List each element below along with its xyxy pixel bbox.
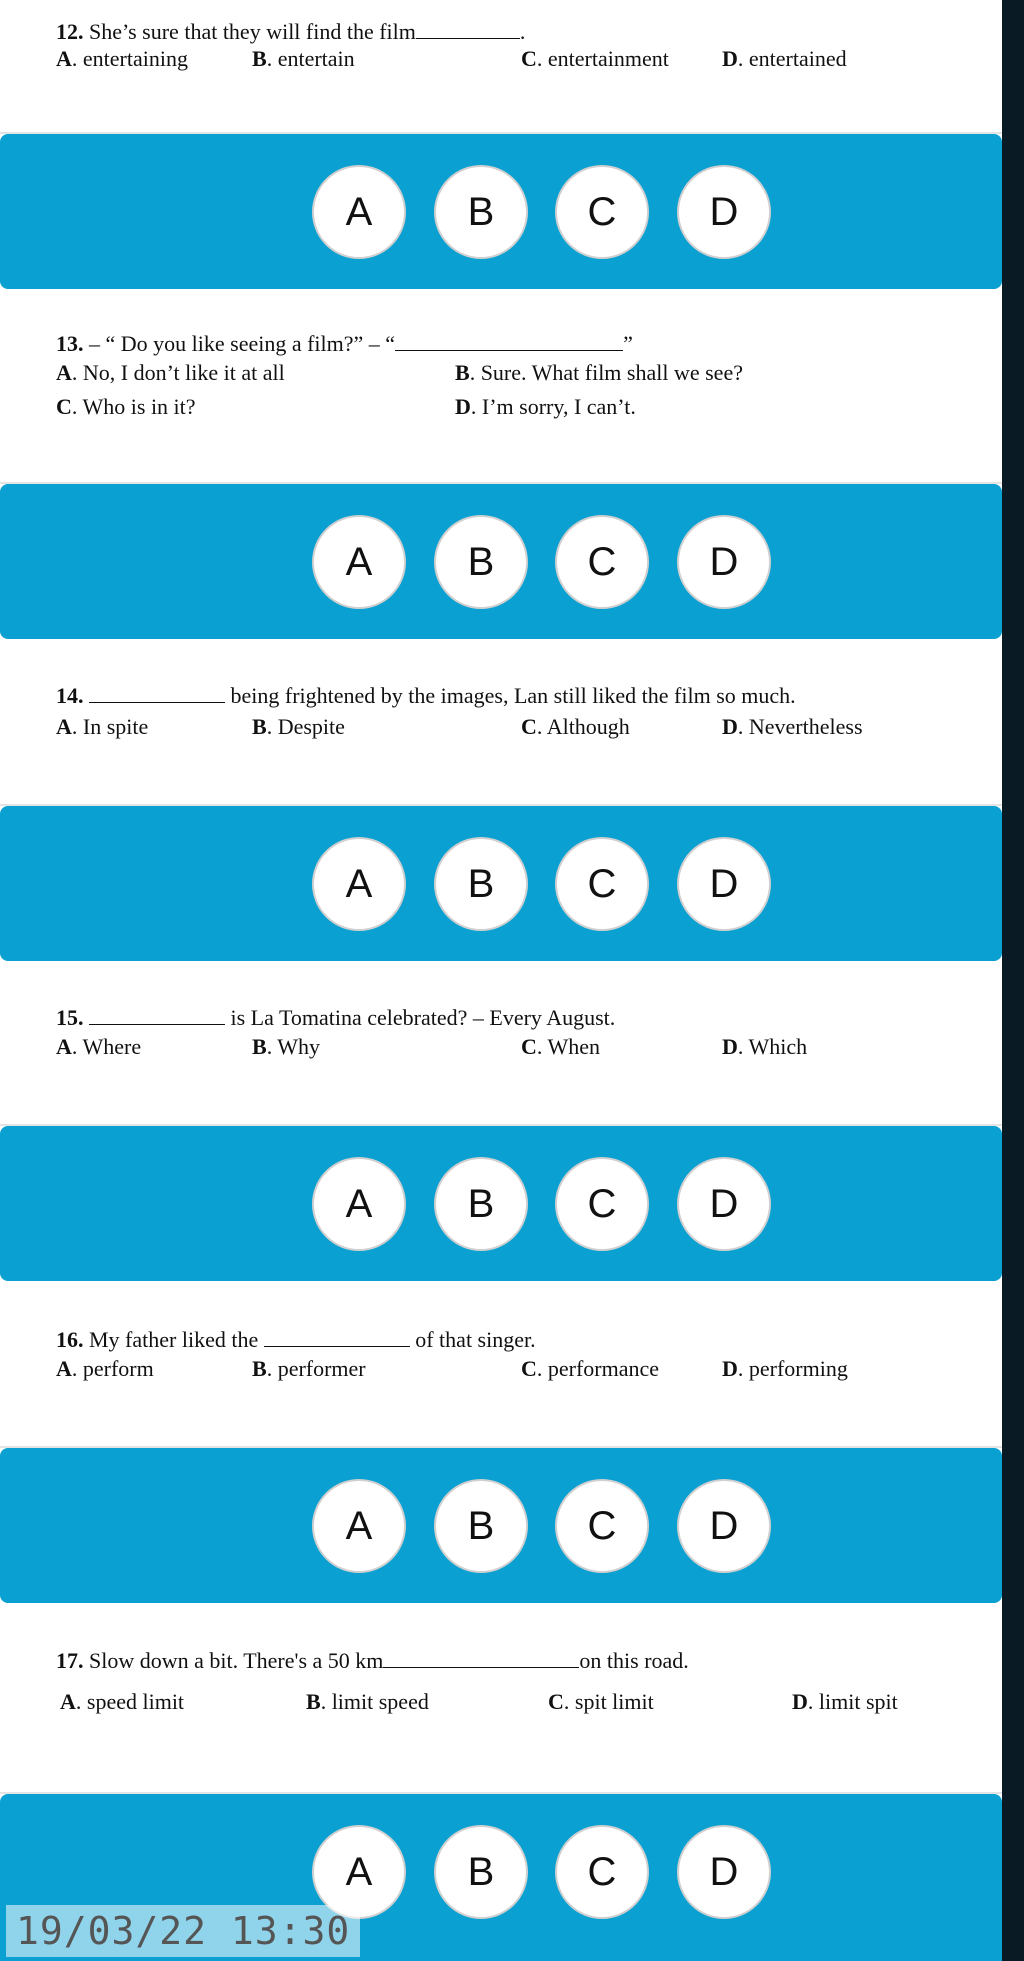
option-c: C. Who is in it? xyxy=(56,394,196,419)
answer-button-b[interactable]: B xyxy=(434,1479,528,1573)
question-card-12 xyxy=(0,0,1002,134)
answer-band-12 xyxy=(0,134,1002,289)
answer-button-b[interactable]: B xyxy=(434,1825,528,1919)
option-a: A. In spite xyxy=(56,714,149,739)
question-text: 16. My father liked the of that singer. xyxy=(56,1327,536,1352)
answer-button-d[interactable]: D xyxy=(677,515,771,609)
answer-band-14 xyxy=(0,806,1002,961)
answer-blank xyxy=(89,684,225,703)
answer-band-15 xyxy=(0,1126,1002,1281)
answer-button-d[interactable]: D xyxy=(677,1825,771,1919)
answer-blank xyxy=(416,20,520,39)
option-c: C. entertainment xyxy=(521,46,669,71)
answer-button-c[interactable]: C xyxy=(555,1479,649,1573)
option-a: A. perform xyxy=(56,1356,154,1381)
answer-button-b[interactable]: B xyxy=(434,1157,528,1251)
option-d: D. entertained xyxy=(722,46,847,71)
option-d: D. Nevertheless xyxy=(722,714,863,739)
answer-blank xyxy=(89,1006,225,1025)
answer-button-c[interactable]: C xyxy=(555,515,649,609)
answer-blank xyxy=(264,1328,410,1347)
answer-button-d[interactable]: D xyxy=(677,1157,771,1251)
question-card-14 xyxy=(0,654,1002,806)
question-card-15 xyxy=(0,976,1002,1126)
answer-button-c[interactable]: C xyxy=(555,165,649,259)
photo-timestamp: 19/03/22 13:30 xyxy=(6,1905,360,1957)
option-b: B. performer xyxy=(252,1356,366,1381)
answer-button-d[interactable]: D xyxy=(677,165,771,259)
option-b: B. limit speed xyxy=(306,1689,429,1714)
answer-button-b[interactable]: B xyxy=(434,165,528,259)
answer-button-a[interactable]: A xyxy=(312,1825,406,1919)
answer-button-b[interactable]: B xyxy=(434,515,528,609)
option-a: A. No, I don’t like it at all xyxy=(56,360,285,385)
answer-button-a[interactable]: A xyxy=(312,515,406,609)
answer-button-c[interactable]: C xyxy=(555,837,649,931)
option-b: B. entertain xyxy=(252,46,355,71)
option-a: A. Where xyxy=(56,1034,142,1059)
question-card-16 xyxy=(0,1296,1002,1448)
answer-band-13 xyxy=(0,484,1002,639)
option-c: C. Although xyxy=(521,714,630,739)
option-c: C. When xyxy=(521,1034,601,1059)
question-text: 13. – “ Do you like seeing a film?” – “ ” xyxy=(56,331,633,356)
answer-button-b[interactable]: B xyxy=(434,837,528,931)
option-b: B. Sure. What film shall we see? xyxy=(455,360,743,385)
answer-button-a[interactable]: A xyxy=(312,837,406,931)
option-d: D. I’m sorry, I can’t. xyxy=(455,394,636,419)
option-d: D. Which xyxy=(722,1034,808,1059)
answer-button-a[interactable]: A xyxy=(312,1479,406,1573)
option-a: A. speed limit xyxy=(60,1689,185,1714)
option-d: D. performing xyxy=(722,1356,848,1381)
answer-band-16 xyxy=(0,1448,1002,1603)
answer-button-a[interactable]: A xyxy=(312,1157,406,1251)
answer-blank xyxy=(395,332,623,351)
question-text: 14. being frightened by the images, Lan still liked the film so much. xyxy=(56,683,796,708)
option-c: C. performance xyxy=(521,1356,660,1381)
answer-blank xyxy=(383,1649,579,1668)
answer-button-d[interactable]: D xyxy=(677,1479,771,1573)
option-a: A. entertaining xyxy=(56,46,188,71)
question-text: 17. Slow down a bit. There's a 50 km on this road. xyxy=(56,1648,689,1673)
answer-button-a[interactable]: A xyxy=(312,165,406,259)
answer-button-d[interactable]: D xyxy=(677,837,771,931)
option-b: B. Despite xyxy=(252,714,345,739)
question-text: 12. She’s sure that they will find the film . xyxy=(56,19,526,44)
right-edge-bar xyxy=(1002,0,1024,1961)
question-text: 15. is La Tomatina celebrated? – Every August. xyxy=(56,1005,616,1030)
question-card-13 xyxy=(0,306,1002,484)
option-b: B. Why xyxy=(252,1034,321,1059)
question-card-17 xyxy=(0,1617,1002,1794)
option-d: D. limit spit xyxy=(792,1689,898,1714)
answer-button-c[interactable]: C xyxy=(555,1825,649,1919)
answer-button-c[interactable]: C xyxy=(555,1157,649,1251)
option-c: C. spit limit xyxy=(548,1689,654,1714)
